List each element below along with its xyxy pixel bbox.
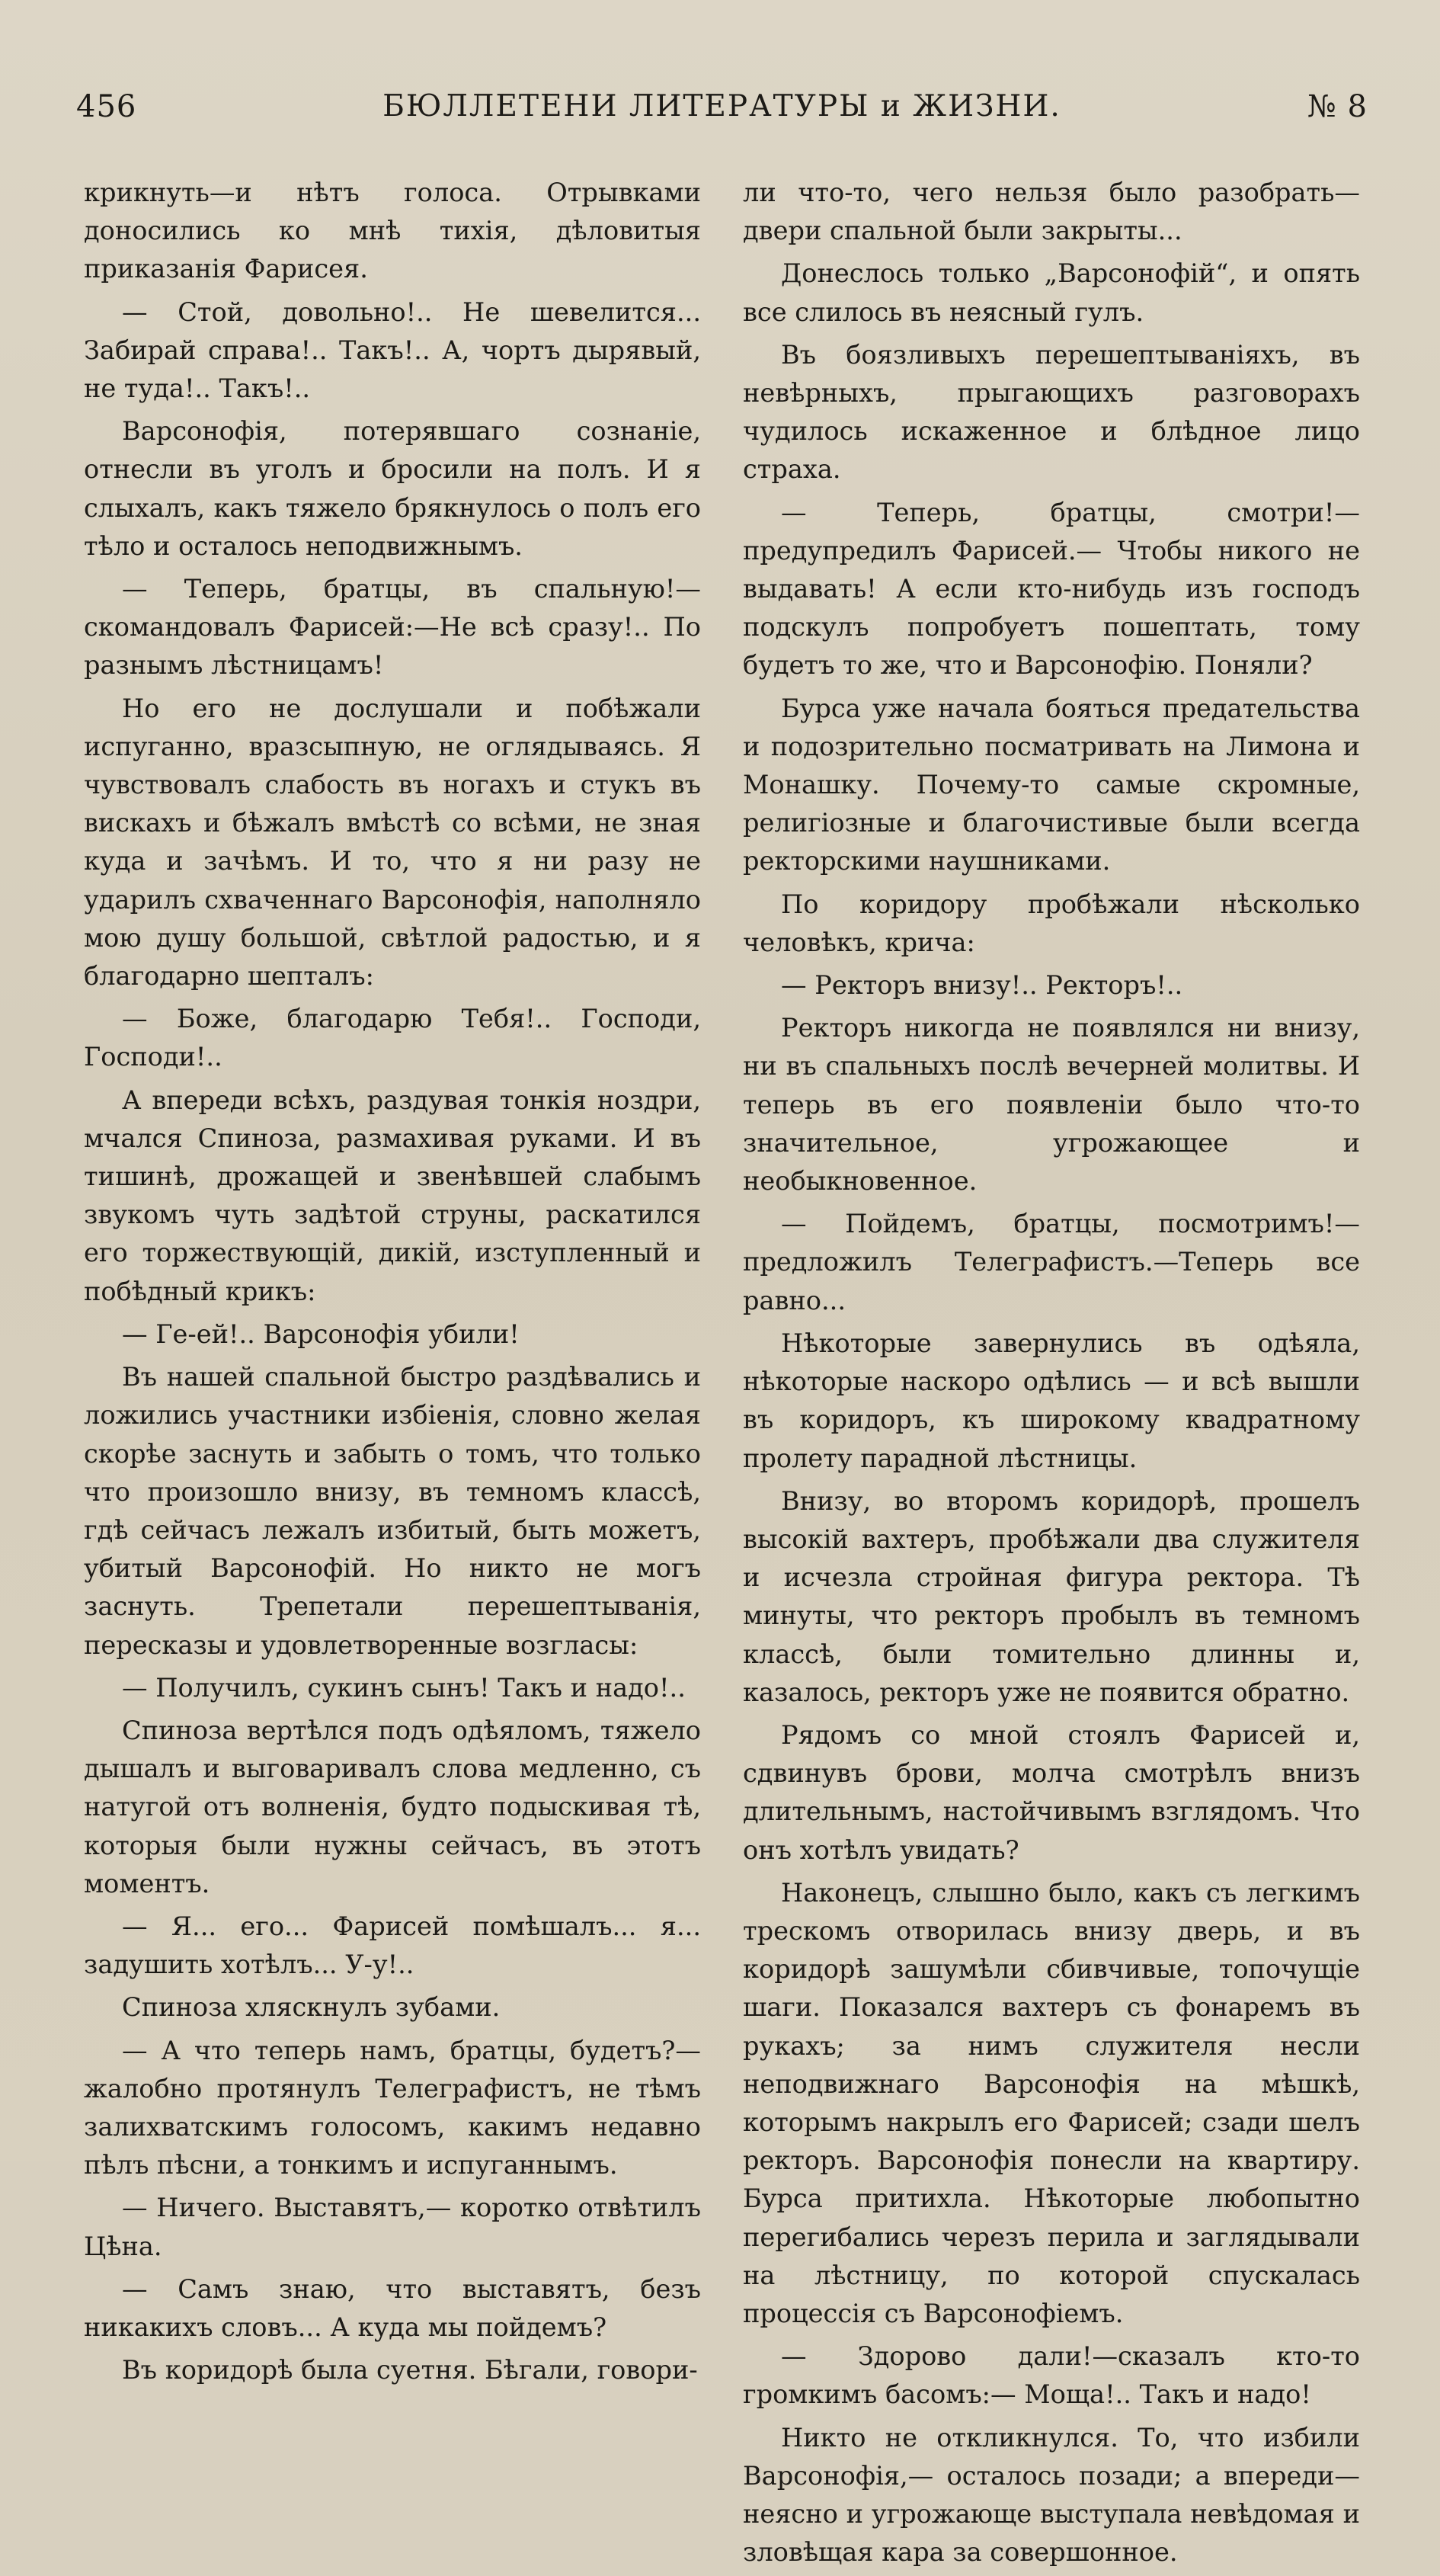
paragraph: — Теперь, братцы, смотри!— предупредилъ Фарисей.— Чтобы никого не выдавать! А если кто-нибудь изъ господъ подскулъ попробуетъ пошептать, тому будетъ то же, что и Варсонофію. Поняли? bbox=[743, 497, 1360, 681]
running-header bbox=[76, 80, 1368, 133]
paragraph: — Теперь, братцы, въ спальную!— скомандовалъ Фарисей:—Не всѣ сразу!.. По разнымъ лѣстницамъ! bbox=[84, 574, 701, 681]
paragraph: — Здорово дали!—сказалъ кто-то громкимъ басомъ:— Моща!.. Такъ и надо! bbox=[743, 2341, 1360, 2410]
paragraph: Ректоръ никогда не появлялся ни внизу, ни въ спальныхъ послѣ вечерней молитвы. И теперь въ его появленіи было что-то значительное, угрожающее и необыкновенное. bbox=[743, 1013, 1360, 1197]
paragraph: Въ коридорѣ была суетня. Бѣгали, говори- bbox=[122, 2355, 698, 2385]
journal-title: БЮЛЛЕТЕНИ ЛИТЕРАТУРЫ и ЖИЗНИ. bbox=[382, 89, 1061, 123]
paragraph: — Ректоръ внизу!.. Ректоръ!.. bbox=[781, 970, 1183, 1001]
paragraph: крикнуть—и нѣтъ голоса. Отрывками доносились ко мнѣ тихія, дѣловитыя приказанія Фарисея. bbox=[84, 178, 701, 284]
paragraph: — Ничего. Выставятъ,— коротко отвѣтилъ Цѣна. bbox=[84, 2193, 701, 2261]
paragraph: Спиноза вертѣлся подъ одѣяломъ, тяжело дышалъ и выговаривалъ слова медленно, съ натугой отъ волненія, будто подыскивая тѣ, которыя были нужны сейчасъ, въ этотъ моментъ. bbox=[84, 1715, 701, 1898]
issue-number: № 8 bbox=[1307, 89, 1368, 124]
paragraph: Бурса уже начала бояться предательства и подозрительно посматривать на Лимона и Монашку. Почему-то самые скромные, религіозные и благочистивые были всегда ректорскими наушниками. bbox=[743, 693, 1360, 876]
paragraph: А впереди всѣхъ, раздувая тонкія ноздри, мчался Спиноза, размахивая руками. И въ тишинѣ, дрожащей и звенѣвшей слабымъ звукомъ чуть задѣтой струны, раскатился его торжествующій, дикій, изступленный и побѣдный крикъ: bbox=[84, 1085, 701, 1306]
paragraph: Въ боязливыхъ перешептываніяхъ, въ невѣрныхъ, прыгающихъ разговорахъ чудилось искаженное и блѣдное лицо страха. bbox=[743, 339, 1360, 485]
page-number: 456 bbox=[76, 89, 137, 124]
right-column bbox=[743, 174, 1360, 2576]
paragraph: Варсонофія, потерявшаго сознаніе, отнесли въ уголъ и бросили на полъ. И я слыхалъ, какъ тяжело брякнулось о полъ его тѣло и осталось неподвижнымъ. bbox=[84, 416, 701, 561]
paragraph: Внизу, во второмъ коридорѣ, прошелъ высокій вахтеръ, пробѣжали два служителя и исчезла стройная фигура ректора. Тѣ минуты, что ректоръ пробылъ въ темномъ классѣ, были томительно длинны и, казалось, ректоръ уже не появится обратно. bbox=[743, 1485, 1360, 1707]
paragraph: Нѣкоторые завернулись въ одѣяла, нѣкоторые наскоро одѣлись — и всѣ вышли въ коридоръ, къ широкому квадратному пролету парадной лѣстницы. bbox=[743, 1328, 1360, 1473]
paragraph: — Боже, благодарю Тебя!.. Господи, Господи!.. bbox=[84, 1004, 701, 1072]
paragraph: Наконецъ, слышно было, какъ съ легкимъ трескомъ отворилась внизу дверь, и въ коридорѣ зашумѣли сбивчивые, топочущіе шаги. Показался вахтеръ съ фонаремъ въ рукахъ; за нимъ служителя несли неподвижнаго Варсонофія на мѣшкѣ, которымъ накрылъ его Фарисей; сзади шелъ ректоръ. Варсонофія понесли на квартиру. Бурса притихла. Нѣкоторые любопытно перегибались черезъ перила и заглядывали на лѣстницу, по которой спускалась процессія съ Варсонофіемъ. bbox=[743, 1877, 1360, 2328]
paragraph: ли что-то, чего нельзя было разобрать—двери спальной были закрыты... bbox=[743, 178, 1360, 246]
left-column bbox=[84, 174, 701, 2394]
paragraph: Донеслось только „Варсонофій“, и опять все слилось въ неясный гулъ. bbox=[743, 258, 1360, 327]
paragraph: — Самъ знаю, что выставятъ, безъ никакихъ словъ... А куда мы пойдемъ? bbox=[84, 2273, 701, 2342]
paragraph: — Получилъ, сукинъ сынъ! Такъ и надо!.. bbox=[122, 1672, 686, 1703]
paragraph: — А что теперь намъ, братцы, будетъ?— жалобно протянулъ Телеграфистъ, не тѣмъ залихватскимъ голосомъ, какимъ недавно пѣлъ пѣсни, а тонкимъ и испуганнымъ. bbox=[84, 2035, 701, 2180]
paragraph: — Ге-ей!.. Варсонофія убили! bbox=[122, 1318, 520, 1349]
paragraph: — Стой, довольно!.. Не шевелится... Забирай справа!.. Такъ!.. А, чортъ дырявый, не туда!.. Такъ!.. bbox=[84, 296, 701, 404]
paragraph: Рядомъ со мной стоялъ Фарисей и, сдвинувъ брови, молча смотрѣлъ внизъ длительнымъ, настойчивымъ взглядомъ. Что онъ хотѣлъ увидать? bbox=[743, 1719, 1360, 1865]
paragraph: Въ нашей спальной быстро раздѣвались и ложились участники избіенія, словно желая скорѣе заснуть и забыть о томъ, что только что произошло внизу, въ темномъ классѣ, гдѣ сейчасъ лежалъ избитый, быть можетъ, убитый Варсонофій. Но никто не могъ заснуть. Трепетали перешептыванія, пересказы и удовлетворенные возгласы: bbox=[84, 1362, 701, 1660]
paragraph: Но его не дослушали и побѣжали испуганно, вразсыпную, не оглядываясь. Я чувствовалъ слабость въ ногахъ и стукъ въ вискахъ и бѣжалъ вмѣстѣ со всѣми, не зная куда и зачѣмъ. И то, что я ни разу не ударилъ схваченнаго Варсонофія, наполняло мою душу большой, свѣтлой радостью, и я благодарно шепталъ: bbox=[84, 693, 701, 992]
paragraph: — Я... его... Фарисей помѣшалъ... я... задушить хотѣлъ... У-у!.. bbox=[84, 1911, 701, 1980]
paragraph: По коридору пробѣжали нѣсколько человѣкъ, крича: bbox=[743, 889, 1360, 957]
paragraph: Спиноза хляскнулъ зубами. bbox=[122, 1992, 501, 2023]
paragraph: — Пойдемъ, братцы, посмотримъ!—предложилъ Телеграфистъ.—Теперь все равно... bbox=[743, 1209, 1360, 1315]
paragraph: Никто не откликнулся. То, что избили Варсонофія,— осталось позади; а впереди—неясно и угрожающе выступала невѣдомая и зловѣщая кара за совершонное. bbox=[743, 2422, 1360, 2568]
